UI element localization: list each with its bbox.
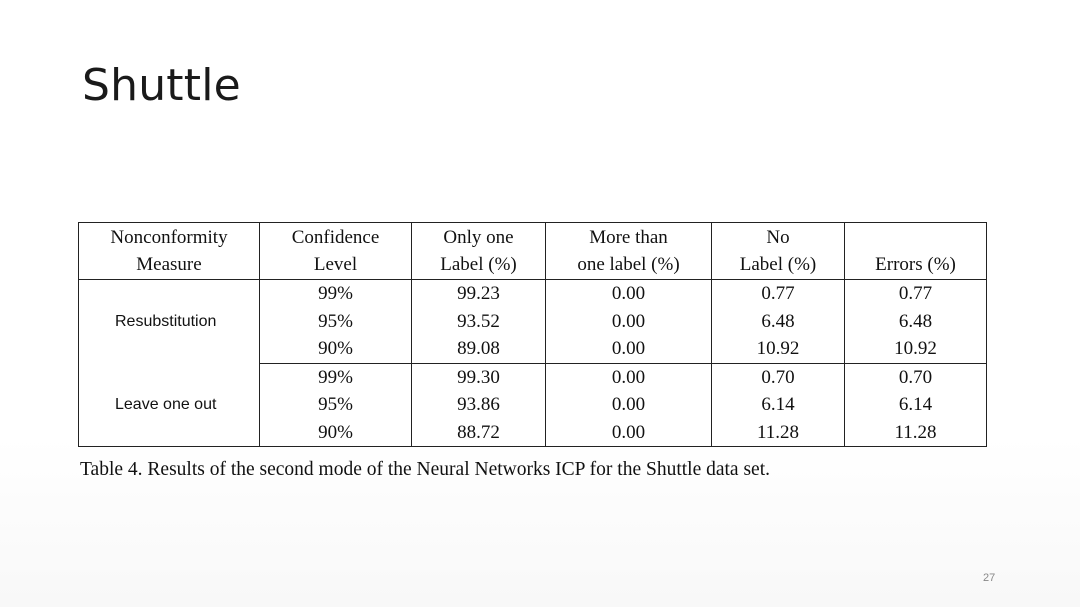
header-no-label: No Label (%) [712, 223, 845, 280]
more-than-one-label-cell: 0.00 [546, 335, 712, 363]
only-one-label-cell: 99.23 [412, 280, 546, 308]
more-than-one-label-cell: 0.00 [546, 391, 712, 419]
errors-cell: 11.28 [845, 419, 987, 447]
header-confidence-level: Confidence Level [260, 223, 412, 280]
only-one-label-cell: 99.30 [412, 363, 546, 391]
no-label-cell: 6.48 [712, 308, 845, 336]
slide-title: Shuttle [82, 60, 241, 111]
confidence-cell: 99% [260, 363, 412, 391]
only-one-label-cell: 93.52 [412, 308, 546, 336]
header-nonconformity-measure: Nonconformity Measure [79, 223, 260, 280]
errors-cell: 0.70 [845, 363, 987, 391]
table-row [79, 280, 987, 308]
confidence-cell: 95% [260, 391, 412, 419]
header-only-one-label: Only one Label (%) [412, 223, 546, 280]
more-than-one-label-cell: 0.00 [546, 308, 712, 336]
only-one-label-cell: 93.86 [412, 391, 546, 419]
measure-resubstitution: Resubstitution [79, 280, 260, 364]
confidence-cell: 95% [260, 308, 412, 336]
only-one-label-cell: 88.72 [412, 419, 546, 447]
no-label-cell: 11.28 [712, 419, 845, 447]
no-label-cell: 0.77 [712, 280, 845, 308]
no-label-cell: 0.70 [712, 363, 845, 391]
errors-cell: 6.14 [845, 391, 987, 419]
more-than-one-label-cell: 0.00 [546, 280, 712, 308]
header-errors: Errors (%) [845, 223, 987, 280]
no-label-cell: 6.14 [712, 391, 845, 419]
only-one-label-cell: 89.08 [412, 335, 546, 363]
errors-cell: 0.77 [845, 280, 987, 308]
errors-cell: 10.92 [845, 335, 987, 363]
no-label-cell: 10.92 [712, 335, 845, 363]
more-than-one-label-cell: 0.00 [546, 419, 712, 447]
confidence-cell: 90% [260, 335, 412, 363]
more-than-one-label-cell: 0.00 [546, 363, 712, 391]
results-table [78, 222, 987, 447]
table-caption: Table 4. Results of the second mode of the Neural Networks ICP for the Shuttle data set. [80, 459, 771, 480]
confidence-cell: 99% [260, 280, 412, 308]
table-row [79, 363, 987, 391]
errors-cell: 6.48 [845, 308, 987, 336]
measure-leave-one-out: Leave one out [79, 363, 260, 447]
table-header-row [79, 223, 987, 280]
page-number: 27 [983, 572, 996, 584]
confidence-cell: 90% [260, 419, 412, 447]
header-more-than-one-label: More than one label (%) [546, 223, 712, 280]
